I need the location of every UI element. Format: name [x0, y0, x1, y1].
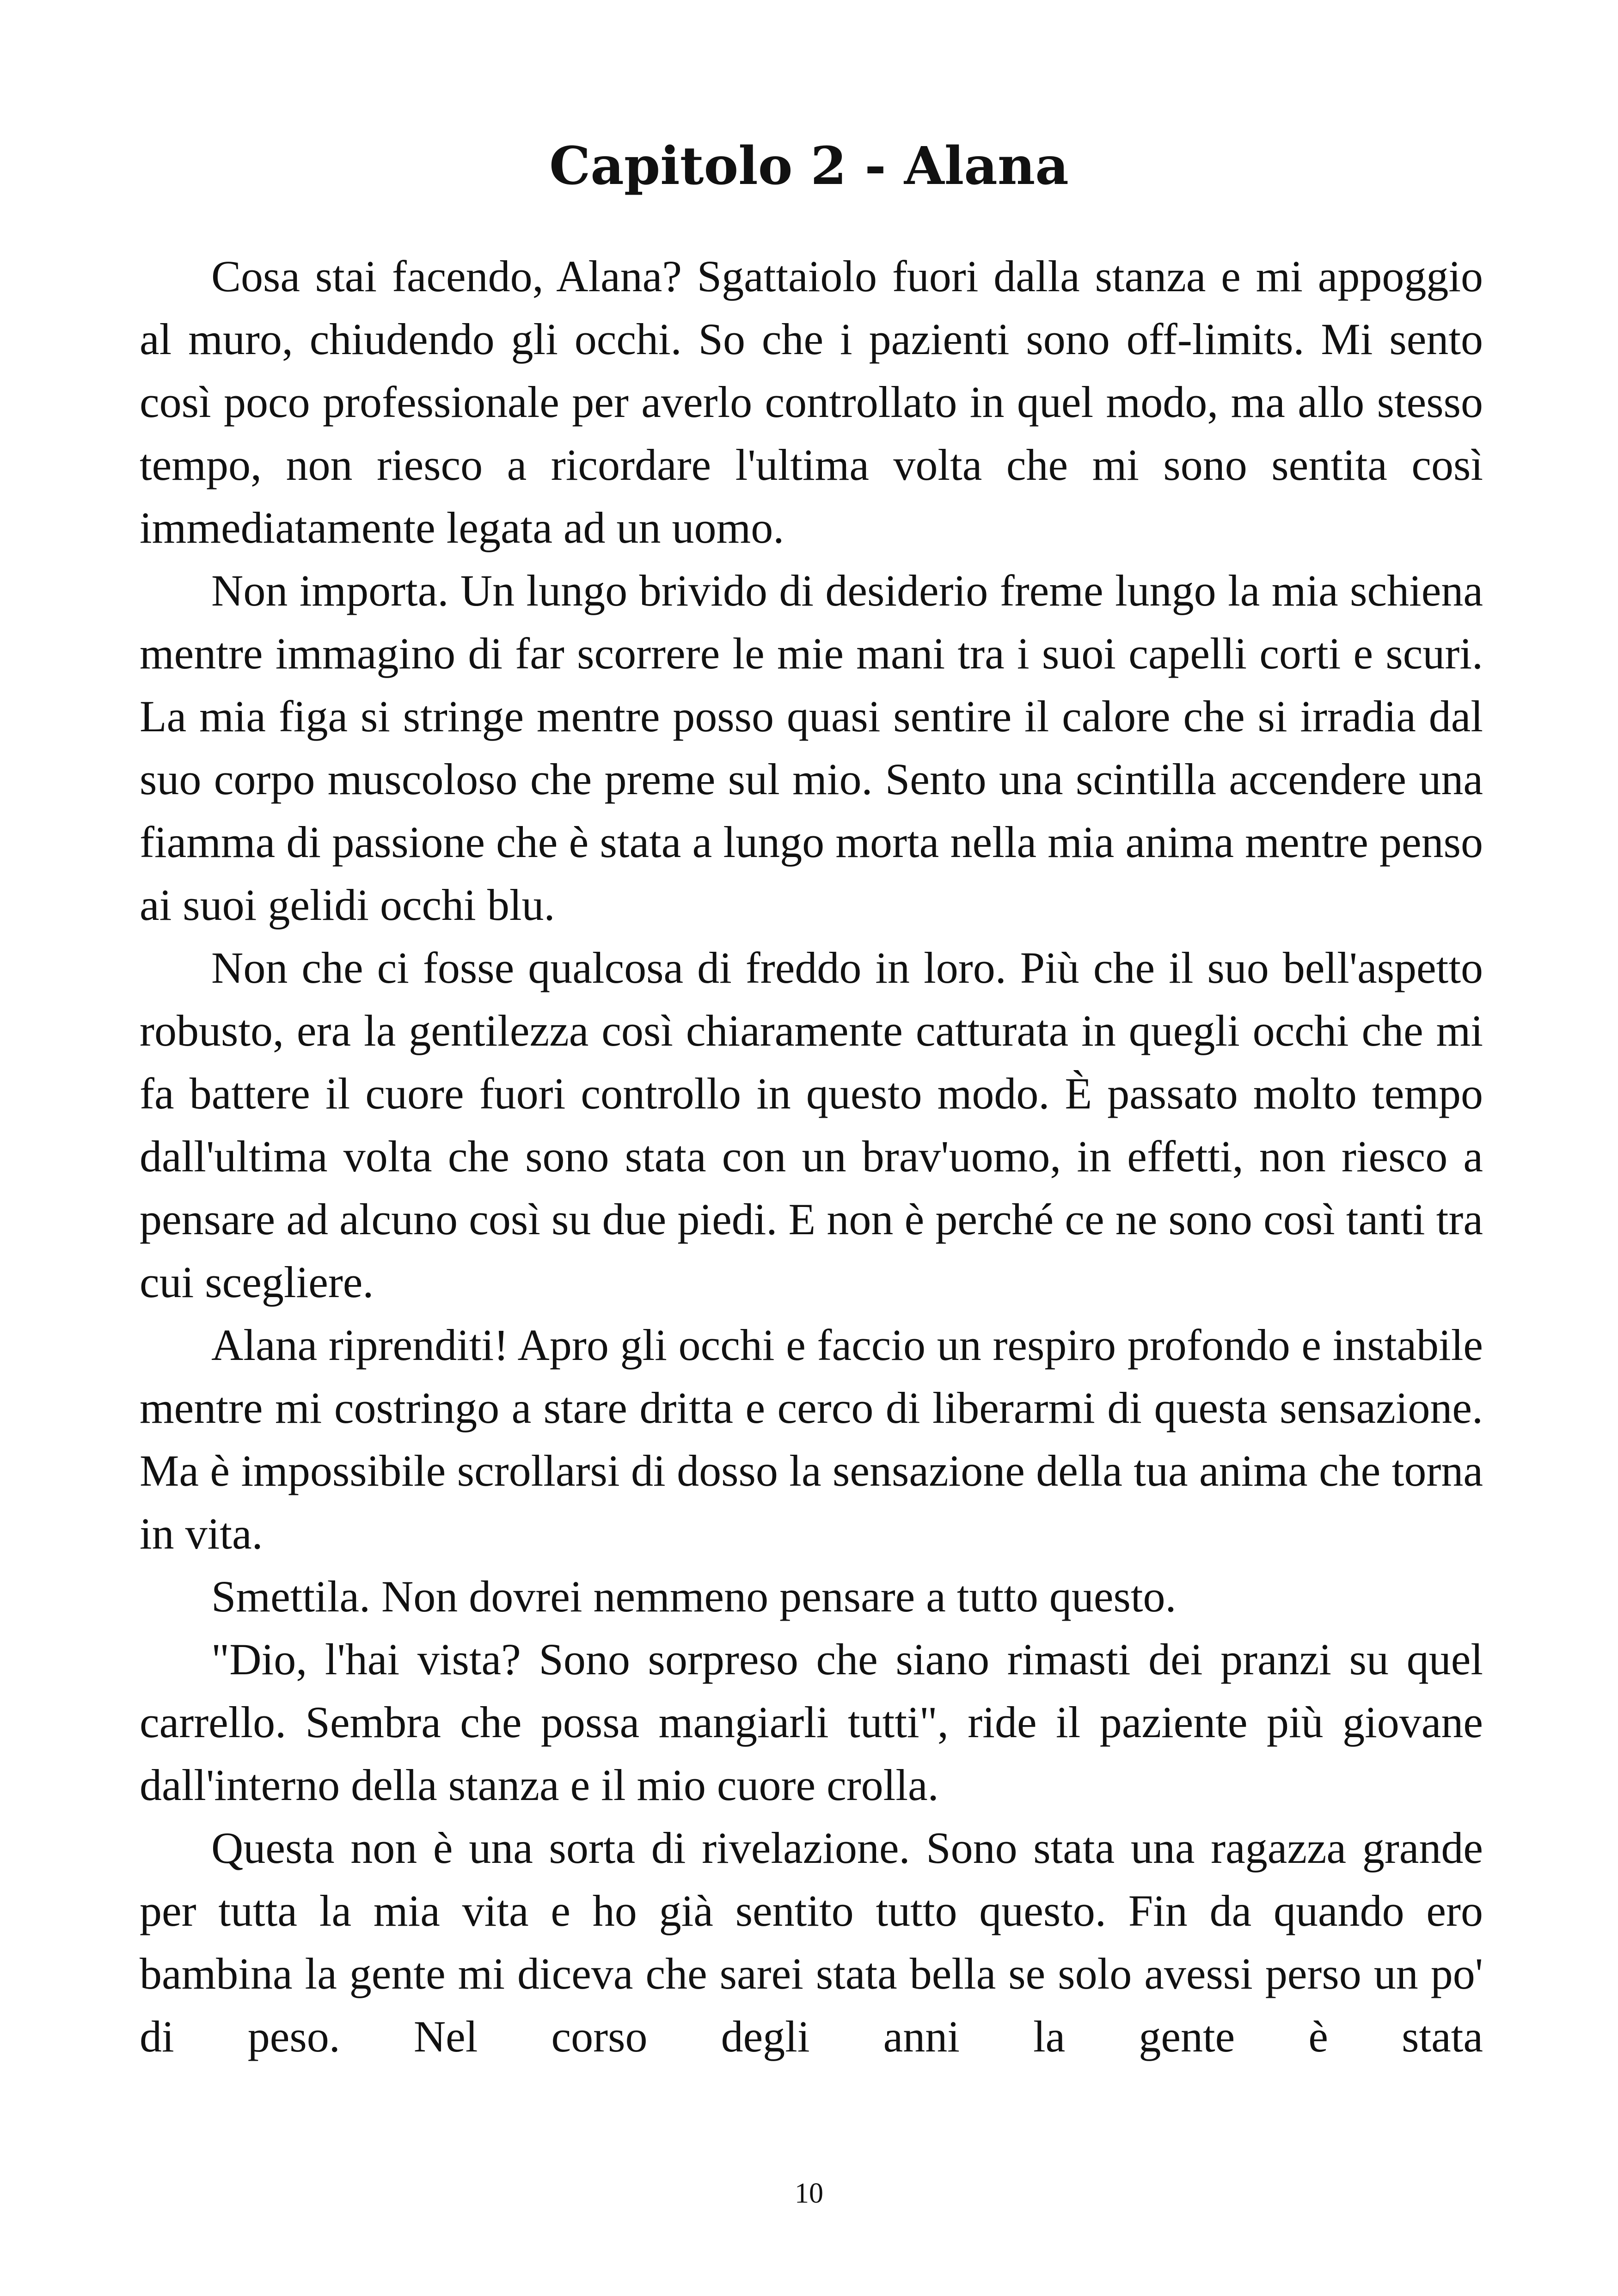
paragraph: "Dio, l'hai vista? Sono sorpreso che siano rimasti dei pranzi su quel carrello. Sembra che possa mangiarli tutti", ride il paziente più giovane dall'interno della stanza e il mio cuore crolla.: [140, 1635, 1483, 1810]
chapter-title: Capitolo 2 - Alana: [549, 136, 1069, 196]
chapter-body: [140, 245, 1483, 2068]
paragraph-last: Questa non è una sorta di rivelazione. Sono stata una ragazza grande per tutta la mia vita e ho già sentito tutto questo. Fin da quando ero bambina la gente mi diceva che sarei stata bella se solo avessi perso un po' di peso. Nel corso degli anni la gente è stata: [140, 1823, 1483, 2061]
page-number: 10: [795, 2178, 823, 2209]
paragraph: Cosa stai facendo, Alana? Sgattaiolo fuori dalla stanza e mi appoggio al muro, chiudendo gli occhi. So che i pazienti sono off-limits. Mi sento così poco professionale per averlo controllato in quel modo, ma allo stesso tempo, non riesco a ricordare l'ultima volta che mi sono sentita così immediatamente legata ad un uomo.: [140, 251, 1483, 552]
paragraph: Alana riprenditi! Apro gli occhi e faccio un respiro profondo e instabile mentre mi costringo a stare dritta e cerco di liberarmi di questa sensazione. Ma è impossibile scrollarsi di dosso la sensazione della tua anima che torna in vita.: [140, 1320, 1483, 1558]
paragraph: Non importa. Un lungo brivido di desiderio freme lungo la mia schiena mentre immagino di far scorrere le mie mani tra i suoi capelli corti e scuri. La mia figa si stringe mentre posso quasi sentire il calore che si irradia dal suo corpo muscoloso che preme sul mio. Sento una scintilla accendere una fiamma di passione che è stata a lungo morta nella mia anima mentre penso ai suoi gelidi occhi blu.: [140, 566, 1483, 930]
paragraph: Smettila. Non dovrei nemmeno pensare a tutto questo.: [211, 1572, 1177, 1621]
paragraph: Non che ci fosse qualcosa di freddo in loro. Più che il suo bell'aspetto robusto, era la gentilezza così chiaramente catturata in quegli occhi che mi fa battere il cuore fuori controllo in questo modo. È passato molto tempo dall'ultima volta che sono stata con un brav'uomo, in effetti, non riesco a pensare ad alcuno così su due piedi. E non è perché ce ne sono così tanti tra cui scegliere.: [140, 943, 1483, 1307]
